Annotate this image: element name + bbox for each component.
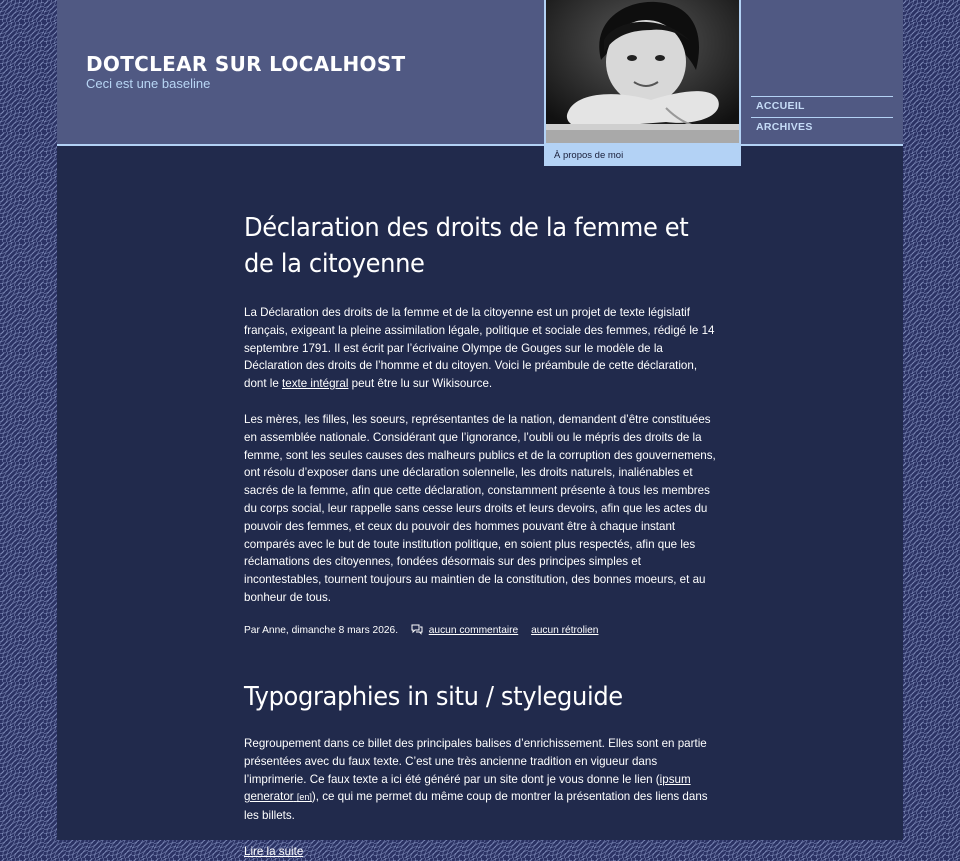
post-text: La Déclaration des droits de la femme et de la citoyenne est un projet de texte législatif français, exigeant la pleine assimilation légale, politique et sociale des femmes, rédigé le 14 septembre 1791. Il est écrit par l’écrivaine Olympe de Gouges sur le modèle de la Déclaration des droits de l’homme et du citoyen. Voici le préambule de cette déclaration, dont le <box>244 306 715 391</box>
about-me-widget[interactable] <box>544 0 741 166</box>
site-title[interactable] <box>86 52 406 76</box>
site-title-link[interactable]: DOTCLEAR SUR LOCALHOST <box>86 52 406 76</box>
post-paragraph <box>244 735 719 825</box>
full-text-link[interactable]: texte intégral <box>282 377 349 391</box>
read-more-link[interactable]: Lire la suite <box>244 844 304 858</box>
nav-item-archives[interactable]: ARCHIVES <box>751 117 893 138</box>
link-text[interactable]: ipsum generator <box>244 772 691 804</box>
profile-photo <box>546 0 739 143</box>
read-more-paragraph <box>244 843 719 861</box>
post-author-date: Par Anne, dimanche 8 mars 2026. <box>244 624 399 636</box>
main-nav <box>751 96 893 138</box>
page-container <box>57 0 903 858</box>
post-title[interactable]: Typographies in situ / styleguide <box>244 682 623 712</box>
site-header <box>57 0 903 146</box>
post-title[interactable]: Déclaration des droits de la femme et de la citoyenne <box>244 213 689 279</box>
about-me-label[interactable]: À propos de moi <box>554 150 624 161</box>
post-meta <box>244 624 719 636</box>
site-baseline: Ceci est une baseline <box>86 76 211 91</box>
trackbacks-link[interactable]: aucun rétrolien <box>531 624 599 636</box>
child-portrait-image <box>546 0 739 143</box>
post-article <box>244 679 719 861</box>
comments-link[interactable]: aucun commentaire <box>428 624 519 636</box>
post-text: peut être lu sur Wikisource. <box>348 377 493 391</box>
post-article <box>244 210 719 636</box>
post-paragraph <box>244 304 719 393</box>
post-text: ), ce qui me permet du même coup de montrer la présentation des liens dans les billets. <box>244 790 708 823</box>
nav-item-accueil[interactable]: ACCUEIL <box>751 96 893 117</box>
post-text: Regroupement dans ce billet des principales balises d’enrichissement. Elles sont en partie présentées avec du faux texte. C’est une très ancienne tradition en vigueur dans l’imprimerie. Ce faux texte a ici été généré par un site dont je vous donne le lien ( <box>244 737 707 786</box>
post-paragraph: Les mères, les filles, les soeurs, représentantes de la nation, demandent d’être constituées en assemblée nationale. Considérant que l’ignorance, l’oubli ou le mépris des droits de la femme, sont les seules causes des malheurs publics et de la corruption des gouvernemens, ont résolu d’exposer dans une déclaration solennelle, les droits naturels, inaliénables et sacrés de la femme, afin que cette déclaration, constamment présente à tous les membres du corps social, leur rappelle sans cesse leurs droits et leurs devoirs, afin que les actes du pouvoir des femmes, et ceux du pouvoir des hommes pouvant être à chaque instant comparés avec le but de toute institution politique, en soient plus respectés, afin que les réclamations des citoyennes, fondées désormais sur des principes simples et incontestables, tournent toujours au maintien de la constitution, des bonnes moeurs, et au bonheur de tous. <box>244 412 716 604</box>
language-tag: [en] <box>296 792 312 803</box>
comment-icon <box>411 624 423 634</box>
